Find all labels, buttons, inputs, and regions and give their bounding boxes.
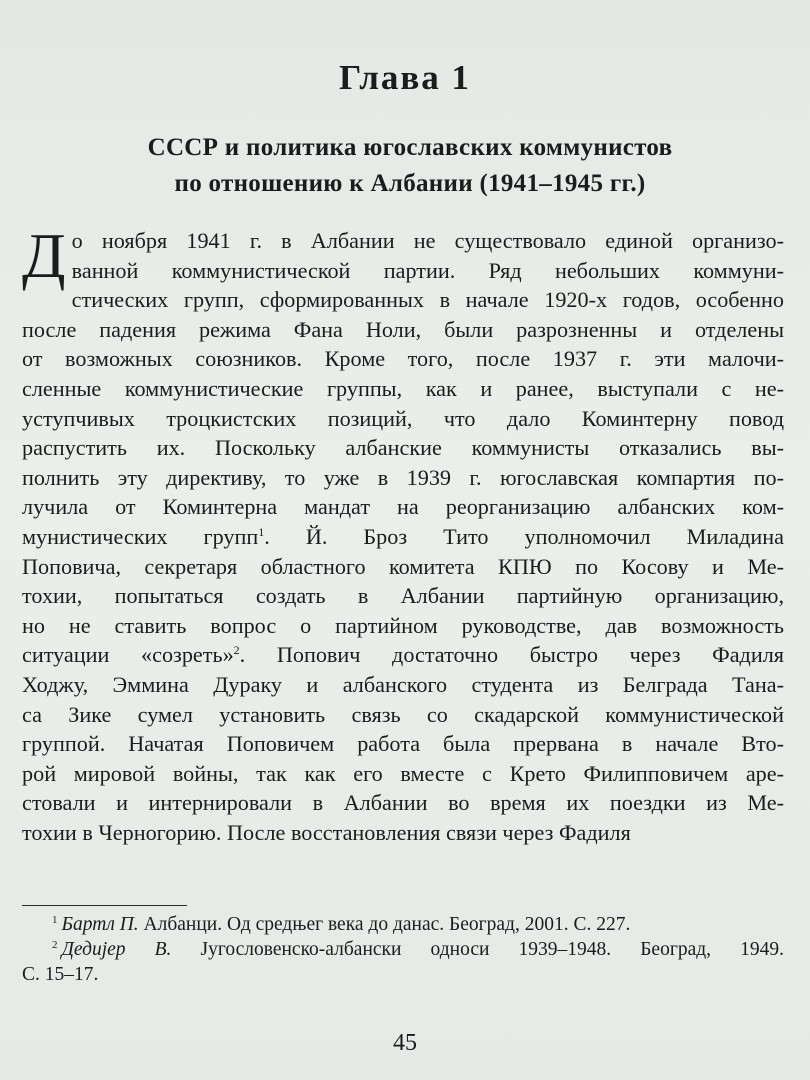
footnotes [22, 912, 784, 987]
footnote-number: 1 [52, 914, 58, 926]
body-line: са Зике сумел установить связь со скадарской коммунистической [22, 701, 784, 727]
body-line-with-footnote-2 [22, 640, 784, 670]
footnote-text: Југословенско-албански односи 1939–1948. Београд, 1949. [200, 939, 784, 960]
body-line: рой мировой войны, так как его вместе с Крето Филипповичем аре- [22, 760, 784, 786]
footnote-number: 2 [52, 939, 58, 951]
body-segment: ситуации «созреть» [22, 642, 234, 668]
body-line: о ноября 1941 г. в Албании не существовало единой организо- [71, 228, 784, 253]
footnote-author: Дедијер В. [61, 939, 172, 960]
body-line: ванной коммунистической партии. Ряд небольших коммуни- [71, 257, 784, 283]
footnote-2 [22, 937, 784, 962]
chapter-title-line-1: СССР и политика югославских коммунистов [147, 134, 673, 161]
body-line: полнить эту директиву, то уже в 1939 г. югославская компартия по- [22, 464, 784, 490]
body-text [22, 220, 785, 847]
body-segment: Й. Броз Тито уполномочил Миладина [305, 523, 785, 549]
body-line: тохии, попытаться создать в Албании партийную организацию, [22, 583, 784, 609]
body-line: стовали и интернировали в Албании во время их поездки из Ме- [22, 790, 784, 816]
body-line: лучила от Коминтерна мандат на реорганизацию албанских ком- [22, 494, 784, 520]
footnote-text: Албанци. Од средњег века до данас. Београд, 2001. С. 227. [143, 914, 631, 935]
body-segment: . Попович достаточно быстро через Фадиля [239, 642, 784, 668]
page-number: 45 [393, 1030, 417, 1056]
body-line: группой. Начатая Поповичем работа была прервана в начале Вто- [22, 731, 784, 757]
footnote-divider [22, 905, 187, 906]
body-line: распустить их. Поскольку албанские коммунисты отказались вы- [22, 435, 784, 461]
chapter-title [40, 130, 780, 202]
body-line: но не ставить вопрос о партийном руководстве, дав возможность [22, 612, 784, 638]
chapter-title-line-2: по отношению к Албании (1941–1945 гг.) [174, 170, 646, 197]
footnote-ref-1: 1 [258, 524, 265, 539]
body-line: от возможных союзников. Кроме того, после 1937 г. эти малочи- [22, 346, 784, 372]
chapter-heading: Глава 1 [338, 58, 472, 97]
footnote-ref-2: 2 [233, 643, 240, 658]
body-line: после падения режима Фана Ноли, были разрозненны и отделены [22, 316, 784, 342]
body-line: Ходжу, Эммина Дураку и албанского студента из Белграда Тана- [22, 671, 784, 697]
footnote-1 [22, 912, 784, 937]
footnote-author: Бартл П. [61, 914, 139, 935]
body-line: Поповича, секретаря областного комитета КПЮ по Косову и Ме- [22, 553, 784, 579]
body-line: сленные коммунистические группы, как и ранее, выступали с не- [22, 375, 784, 401]
body-segment: мунистических групп [22, 523, 259, 549]
drop-cap: Д [22, 220, 66, 291]
body-line: уступчивых троцкистских позиций, что дало Коминтерну повод [22, 405, 784, 431]
body-line-with-footnote-1: мунистических групп$^1$. Й. Броз Тито уполномочил Миладина [22, 523, 785, 549]
body-line: стических групп, сформированных в начале 1920-х годов, особенно [71, 287, 784, 313]
body-line: тохии в Черногорию. После восстановления связи через Фадиля [22, 819, 631, 845]
footnote-2-continuation: С. 15–17. [22, 964, 99, 985]
